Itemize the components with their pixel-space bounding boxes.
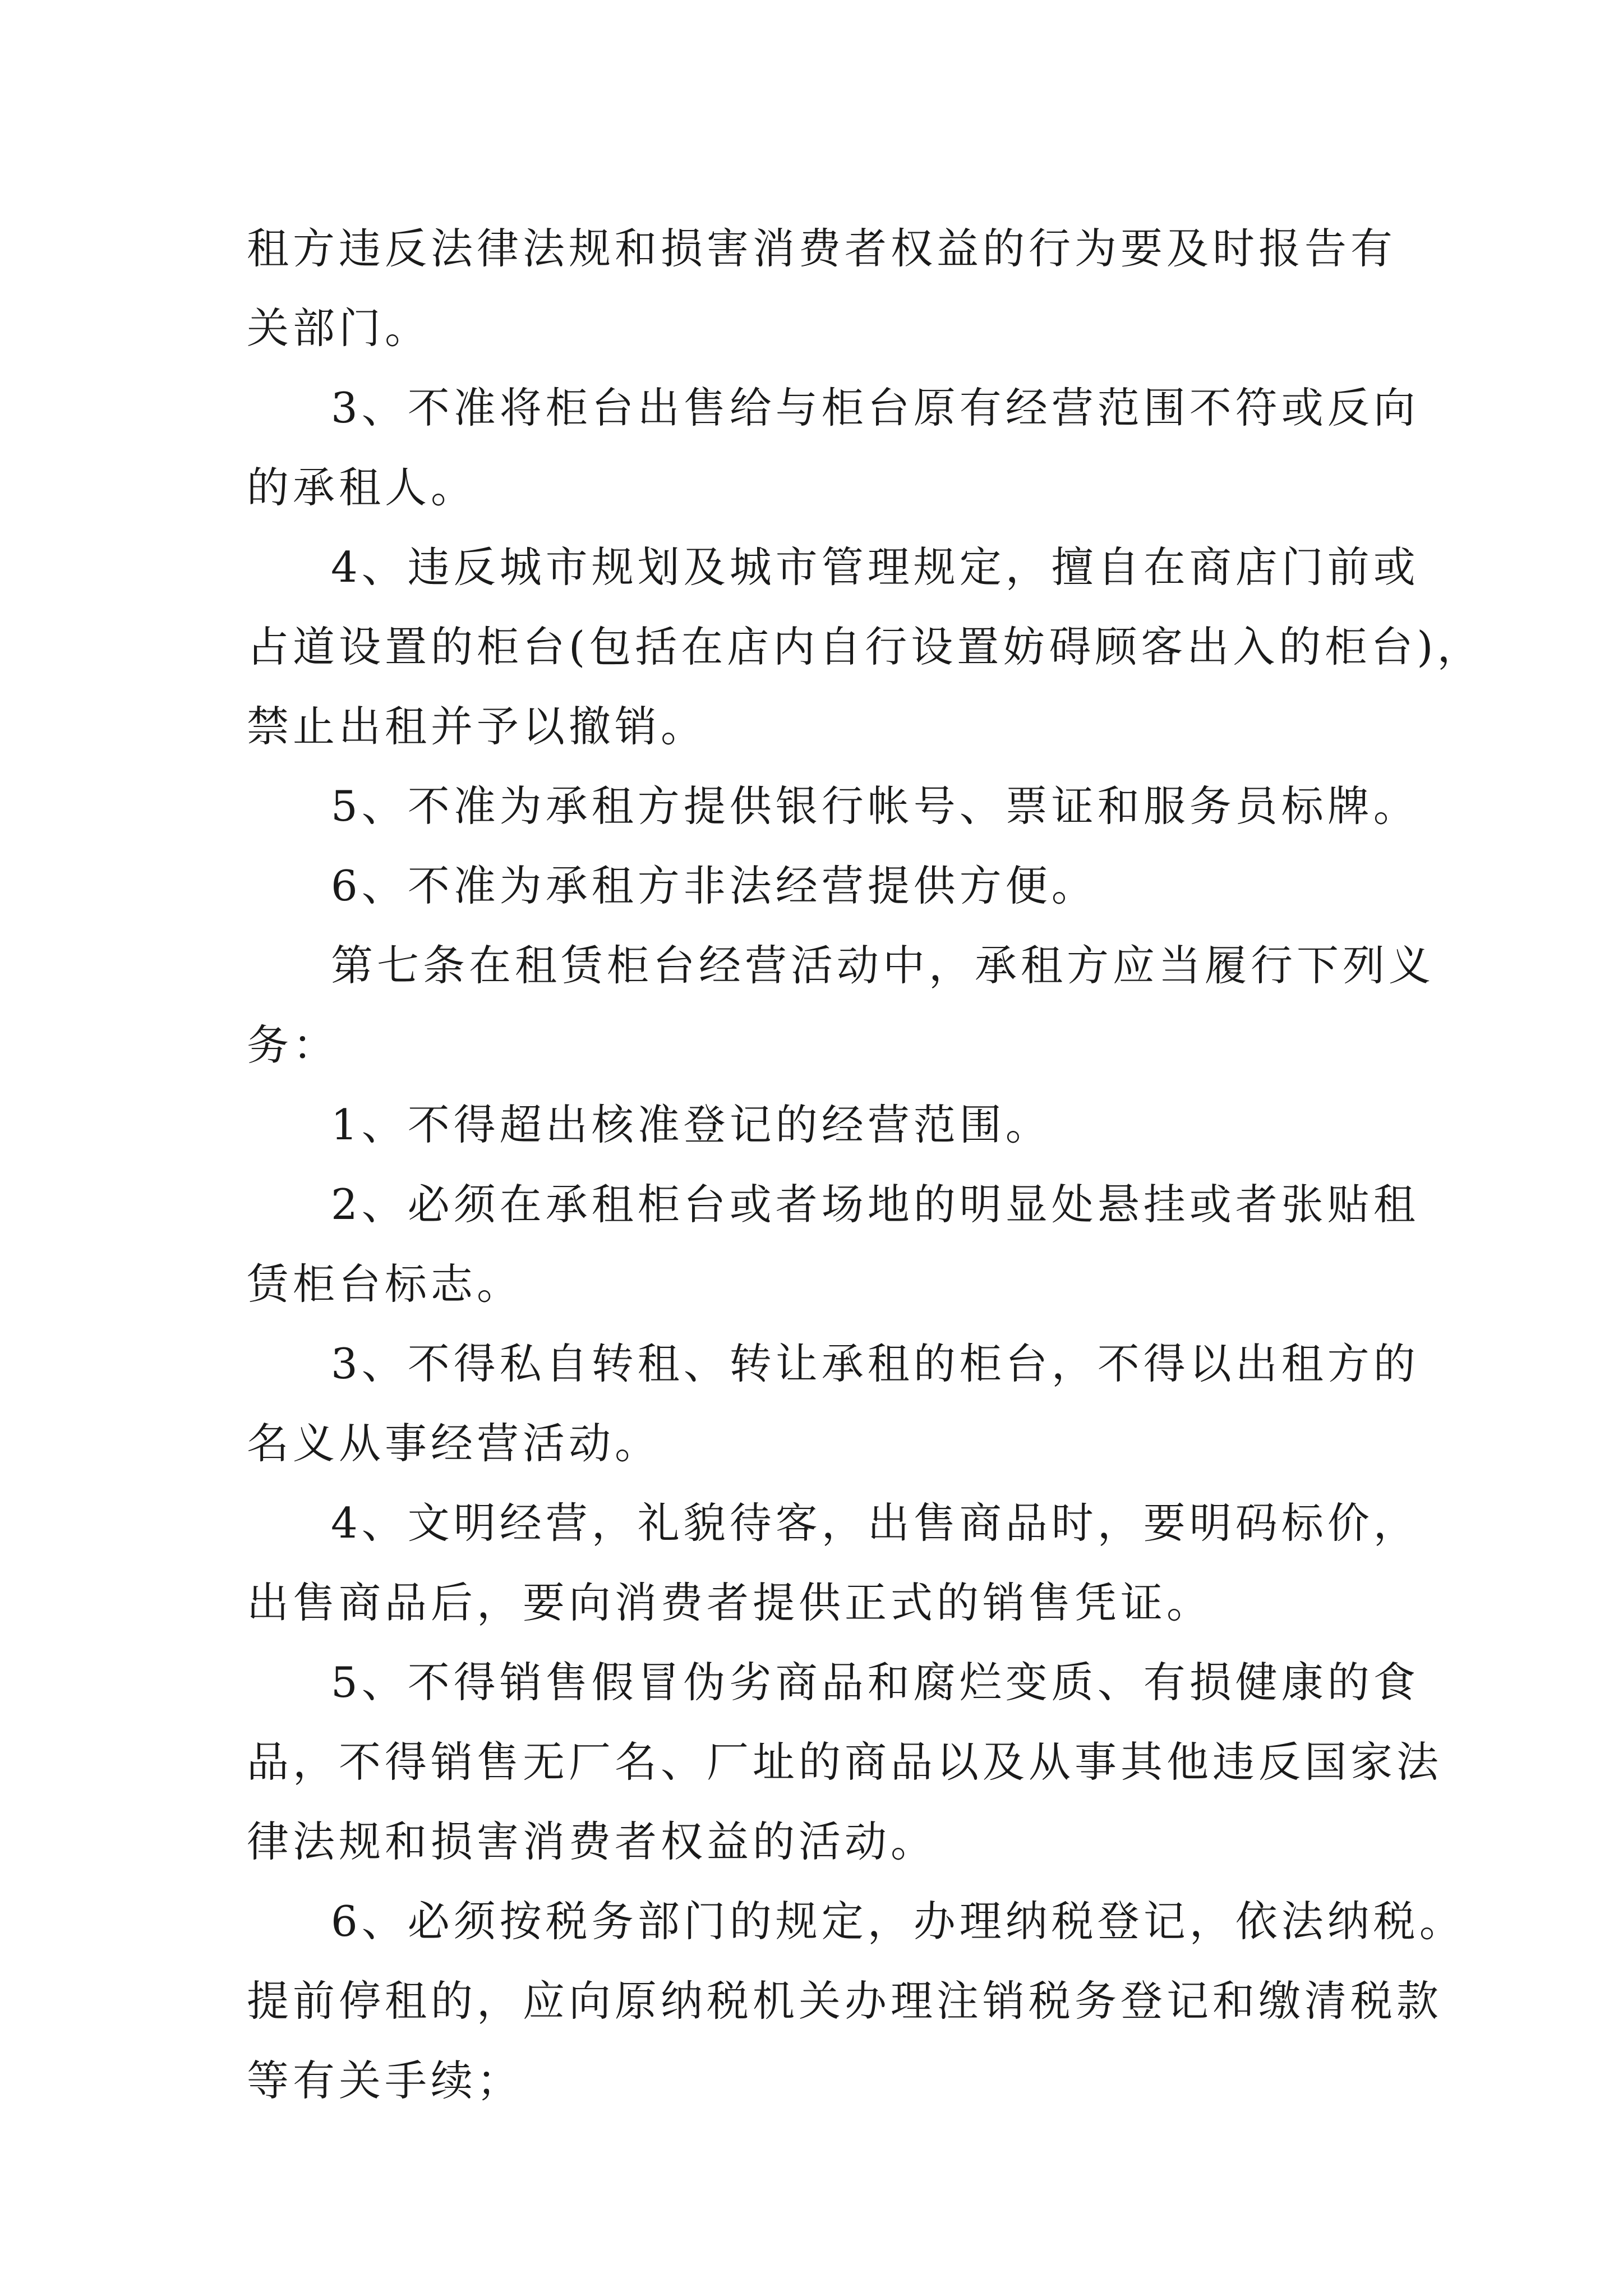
- text-line: 5、不准为承租方提供银行帐号、票证和服务员标牌。: [331, 781, 1419, 831]
- text-line: 6、必须按税务部门的规定，办理纳税登记，依法纳税。: [331, 1897, 1465, 1946]
- text-line: 名义从事经营活动。: [247, 1419, 661, 1468]
- text-line: 的承租人。: [247, 463, 477, 512]
- text-line: 等有关手续；: [247, 2056, 523, 2105]
- document-body: [247, 209, 1483, 2120]
- text-line: 出售商品后，要向消费者提供正式的销售凭证。: [247, 1578, 1213, 1627]
- text-line: 第七条在租赁柜台经营活动中，承租方应当履行下列义: [331, 941, 1435, 990]
- text-line: 3、不得私自转租、转让承租的柜台，不得以出租方的: [331, 1339, 1419, 1388]
- text-line: 赁柜台标志。: [247, 1259, 523, 1309]
- text-line: 品，不得销售无厂名、厂址的商品以及从事其他违反国家法: [247, 1737, 1443, 1787]
- text-line: 律法规和损害消费者权益的活动。: [247, 1817, 937, 1866]
- text-line: 禁止出租并予以撤销。: [247, 702, 707, 751]
- text-line: 务：: [247, 1020, 339, 1070]
- text-line: 1、不得超出核准登记的经营范围。: [331, 1100, 1052, 1149]
- text-line: 4、违反城市规划及城市管理规定，擅自在商店门前或: [331, 542, 1419, 592]
- text-line: 5、不得销售假冒伪劣商品和腐烂变质、有损健康的食: [331, 1658, 1419, 1707]
- text-line: 关部门。: [247, 303, 431, 353]
- text-line: 6、不准为承租方非法经营提供方便。: [331, 861, 1098, 910]
- text-line: 4、文明经营，礼貌待客，出售商品时，要明码标价，: [331, 1498, 1419, 1548]
- text-line: 占道设置的柜台(包括在店内自行设置妨碍顾客出入的柜台)，: [247, 622, 1483, 671]
- text-line: 租方违反法律法规和损害消费者权益的行为要及时报告有: [247, 224, 1397, 273]
- text-line: 2、必须在承租柜台或者场地的明显处悬挂或者张贴租: [331, 1180, 1419, 1229]
- text-line: 提前停租的，应向原纳税机关办理注销税务登记和缴清税款: [247, 1976, 1443, 2026]
- text-line: 3、不准将柜台出售给与柜台原有经营范围不符或反向: [331, 383, 1419, 432]
